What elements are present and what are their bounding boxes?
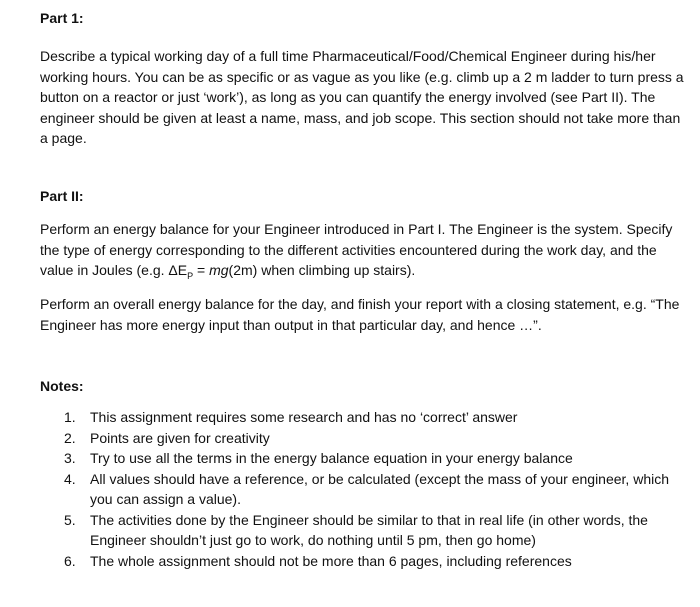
note-text: This assignment requires some research and has no ‘correct’ answer xyxy=(90,409,518,425)
note-number: 5. xyxy=(64,511,76,528)
note-text: The whole assignment should not be more than 6 pages, including references xyxy=(90,552,572,569)
part2-body-1-c: (2m) when climbing up stairs). xyxy=(228,262,416,278)
note-number: 1. xyxy=(64,409,76,425)
note-text: All values should have a reference, or be calculated (except the mass of your engineer, which you can assign a value). xyxy=(90,470,669,507)
note-number: 6. xyxy=(64,552,76,569)
note-text: Points are given for creativity xyxy=(90,429,270,446)
note-item xyxy=(64,469,684,510)
note-item xyxy=(64,510,684,551)
part2-body-2: Perform an overall energy balance for the day, and finish your report with a closing statement, e.g. “The Engineer has more energy input than output in that particular day, and hence …”. xyxy=(40,296,680,333)
part2-body-1-a: Perform an energy balance for your Engineer introduced in Part I. The Engineer is the system. Specify the type of energy corresponding to the different activities encountered during the work day, and the value in Joules (e.g. ΔE xyxy=(40,221,673,278)
part1-body: Describe a typical working day of a full time Pharmaceutical/Food/Chemical Engineer during his/her working hours. You can be as specific or as vague as you like (e.g. climb up a 2 m ladder to turn press a button on a reactor or just ‘work’), as long as you can quantify the energy involved (see Part II). The engineer should be given at least a name, mass, and job scope. This section should not take more than a page. xyxy=(40,48,684,146)
note-number: 2. xyxy=(64,429,76,446)
note-text: Try to use all the terms in the energy balance equation in your energy balance xyxy=(90,450,573,466)
part2-body-1-b: = xyxy=(193,262,210,278)
part1-heading: Part 1: xyxy=(40,10,84,26)
notes-heading: Notes: xyxy=(40,378,84,394)
note-text: The activities done by the Engineer should be similar to that in real life (in other words, the Engineer shouldn’t just go to work, do nothing until 5 pm, then go home) xyxy=(90,511,648,548)
part2-body-1-italic: mg xyxy=(209,262,229,278)
note-item xyxy=(64,407,684,428)
part2-body-1 xyxy=(40,219,688,281)
note-item xyxy=(64,428,684,449)
notes-list xyxy=(64,407,684,571)
note-number: 4. xyxy=(64,470,76,487)
part2-body-1-sub: P xyxy=(187,270,194,281)
part2-heading: Part II: xyxy=(40,188,84,204)
note-item xyxy=(64,448,684,469)
note-number: 3. xyxy=(64,450,76,466)
note-item xyxy=(64,551,684,572)
